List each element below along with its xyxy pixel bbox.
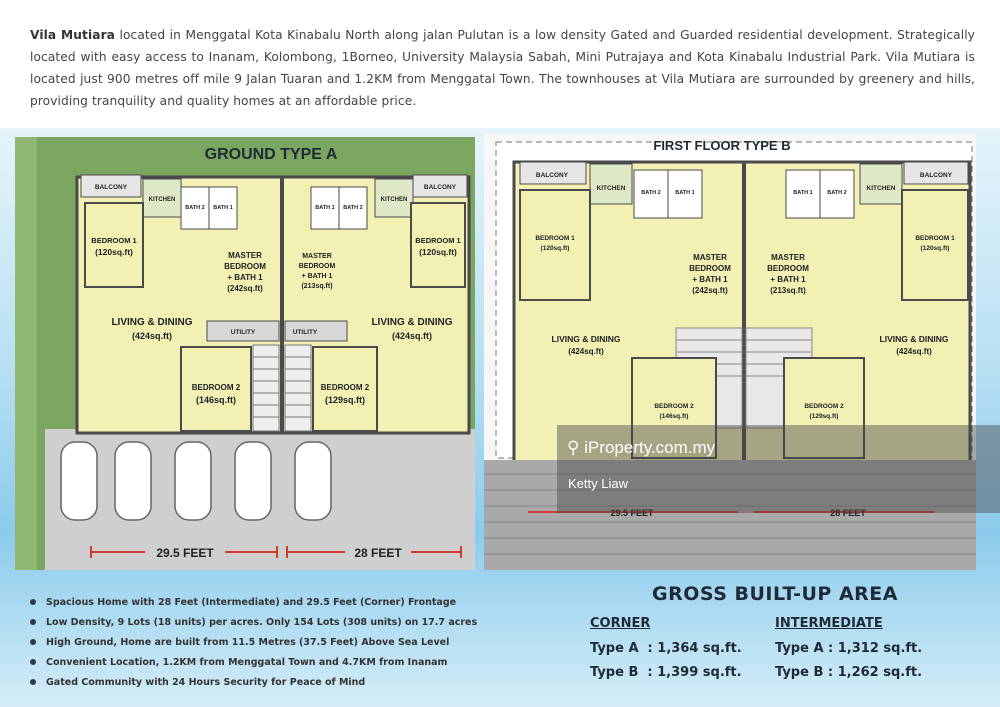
area-bedroom1-right: (120sq.ft): [419, 247, 457, 257]
label-bedroom1-left: BEDROOM 1: [91, 236, 137, 245]
label-utility-left: UTILITY: [230, 329, 256, 336]
label-bath1-left: BATH 1: [675, 190, 695, 196]
list-item: Gated Community with 24 Hours Security for Peace of Mind: [30, 672, 500, 692]
svg-text:BEDROOM: BEDROOM: [767, 264, 809, 273]
label-balcony-left: BALCONY: [535, 172, 569, 179]
label-living-left: LIVING & DINING: [551, 334, 621, 344]
corner-type-a: Type A : 1,364 sq.ft.: [590, 641, 742, 656]
label-balcony-right: BALCONY: [919, 172, 953, 179]
ground-plan-title: GROUND TYPE A: [204, 146, 338, 163]
label-bath2-right: BATH 2: [827, 190, 847, 196]
label-master-left: MASTER: [693, 253, 727, 262]
label-bedroom2-right: BEDROOM 2: [320, 383, 370, 392]
area-living-right: (424sq.ft): [391, 331, 433, 341]
corner-column: [590, 616, 742, 685]
label-master-right: MASTER: [302, 253, 332, 260]
svg-text:BEDROOM: BEDROOM: [298, 263, 336, 270]
watermark-agent: Ketty Liaw: [568, 476, 628, 491]
list-item: Low Density, 9 Lots (18 units) per acres. Only 154 Lots (308 units) on 17.7 acres: [30, 612, 500, 632]
dimension-left: 29.5 FEET: [156, 546, 214, 560]
area-living-right: (424sq.ft): [896, 347, 932, 356]
label-bath1-left: BATH 1: [213, 205, 233, 211]
intermediate-type-a: Type A : 1,312 sq.ft.: [775, 641, 923, 656]
label-master-left: MASTER: [228, 251, 262, 260]
label-balcony-left: BALCONY: [94, 184, 128, 191]
label-bath1-right: BATH 1: [793, 190, 813, 196]
label-kitchen-left: KITCHEN: [148, 197, 176, 203]
list-item: High Ground, Home are built from 11.5 Metres (37.5 Feet) Above Sea Level: [30, 632, 500, 652]
svg-text:BEDROOM: BEDROOM: [224, 262, 266, 271]
watermark-logo: [567, 438, 715, 458]
intermediate-column: [775, 616, 922, 685]
svg-text:BEDROOM: BEDROOM: [689, 264, 731, 273]
list-item: Spacious Home with 28 Feet (Intermediate) and 29.5 Feet (Corner) Frontage: [30, 592, 500, 612]
label-living-right: LIVING & DINING: [371, 317, 453, 328]
intro-text: located in Menggatal Kota Kinabalu North along jalan Pulutan is a low density Gated and Guarded residential development. Strategically located with easy access to Inanam, Kolombong, 1Borneo, University Malaysia Sabah, Mini Putrajaya and Kota Kinabalu Industrial Park. Vila Mutiara is located just 900 metres off mile 9 Jalan Tuaran and 1.2KM from Menggatal Town. The townhouses at Vila Mutiara are surrounded by greenery and hills, providing tranquility and quality homes at an affordable price.: [30, 28, 975, 108]
bullet-icon: [30, 659, 36, 665]
label-bedroom1-right: BEDROOM 1: [915, 235, 955, 242]
area-bedroom1-right: (120sq.ft): [920, 245, 950, 252]
location-pin-icon: ⚲: [567, 438, 580, 457]
list-item: Convenient Location, 1.2KM from Menggatal Town and 4.7KM from Inanam: [30, 652, 500, 672]
intermediate-heading: INTERMEDIATE: [775, 616, 883, 631]
label-bedroom2-left: BEDROOM 2: [654, 403, 694, 410]
dimension-left: 29.5 FEET: [610, 508, 654, 518]
svg-text:+ BATH 1: + BATH 1: [770, 275, 806, 284]
area-bedroom1-left: (120sq.ft): [95, 247, 133, 257]
features-list: [30, 592, 500, 692]
svg-text:+ BATH 1: + BATH 1: [301, 273, 333, 280]
label-bedroom1-left: BEDROOM 1: [535, 235, 575, 242]
label-bath2-left: BATH 2: [185, 205, 205, 211]
area-living-left: (424sq.ft): [131, 331, 173, 341]
brand-name: Vila Mutiara: [30, 28, 116, 42]
label-kitchen-right: KITCHEN: [866, 185, 896, 192]
bullet-icon: [30, 599, 36, 605]
bullet-icon: [30, 679, 36, 685]
bullet-icon: [30, 639, 36, 645]
area-living-left: (424sq.ft): [568, 347, 604, 356]
first-plan-title: FIRST FLOOR TYPE B: [653, 138, 791, 153]
label-balcony-right: BALCONY: [423, 184, 457, 191]
intermediate-type-b: Type B : 1,262 sq.ft.: [775, 665, 923, 680]
bullet-icon: [30, 619, 36, 625]
label-utility-right: UTILITY: [292, 329, 318, 336]
area-bedroom2-right: (129sq.ft): [324, 395, 366, 405]
label-bath2-left: BATH 2: [641, 190, 661, 196]
intro-paragraph: [30, 24, 975, 112]
corner-heading: CORNER: [590, 616, 651, 631]
svg-text:(242sq.ft): (242sq.ft): [227, 284, 263, 293]
dimension-right: 28 FEET: [354, 546, 402, 560]
dimension-right: 28 FEET: [830, 508, 866, 518]
label-living-right: LIVING & DINING: [879, 334, 949, 344]
label-kitchen-right: KITCHEN: [380, 197, 408, 203]
area-bedroom2-left: (146sq.ft): [195, 395, 237, 405]
label-kitchen-left: KITCHEN: [596, 185, 626, 192]
svg-text:(213sq.ft): (213sq.ft): [770, 286, 806, 295]
label-bedroom2-left: BEDROOM 2: [191, 383, 241, 392]
area-bedroom2-left: (146sq.ft): [659, 413, 689, 420]
area-bedroom2-right: (129sq.ft): [809, 413, 839, 420]
svg-text:+ BATH 1: + BATH 1: [692, 275, 728, 284]
label-bedroom1-right: BEDROOM 1: [415, 236, 461, 245]
label-master-right: MASTER: [771, 253, 805, 262]
svg-text:(213sq.ft): (213sq.ft): [301, 283, 333, 290]
label-living-left: LIVING & DINING: [111, 317, 193, 328]
svg-text:(242sq.ft): (242sq.ft): [692, 286, 728, 295]
area-bedroom1-left: (120sq.ft): [540, 245, 570, 252]
label-bath2-right: BATH 2: [343, 205, 363, 211]
svg-text:+ BATH 1: + BATH 1: [227, 273, 263, 282]
gross-area-title: GROSS BUILT-UP AREA: [652, 583, 898, 605]
corner-type-b: Type B : 1,399 sq.ft.: [590, 665, 742, 680]
ground-floor-plan: [15, 137, 475, 570]
label-bath1-right: BATH 1: [315, 205, 335, 211]
label-bedroom2-right: BEDROOM 2: [804, 403, 844, 410]
watermark-logo-text: iProperty.com.my: [584, 438, 716, 457]
